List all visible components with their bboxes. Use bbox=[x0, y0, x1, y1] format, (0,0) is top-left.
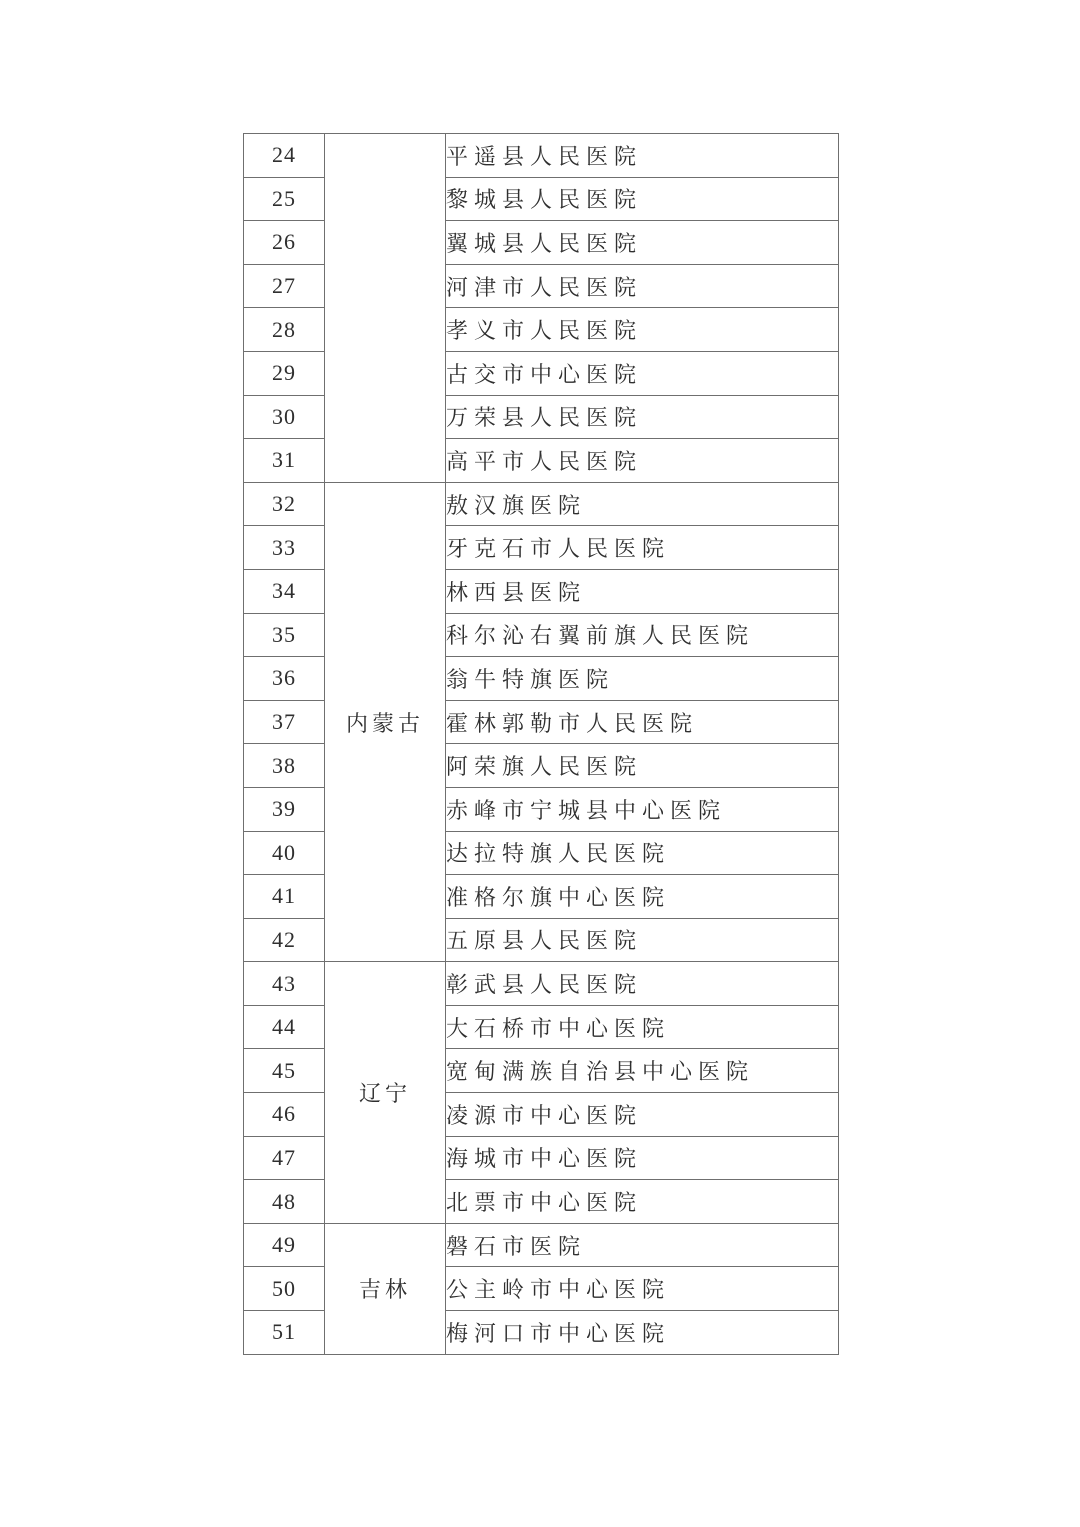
hospital-name-cell: 林西县医院 bbox=[446, 569, 839, 613]
hospital-name-cell: 五原县人民医院 bbox=[446, 918, 839, 962]
hospital-name-cell: 科尔沁右翼前旗人民医院 bbox=[446, 613, 839, 657]
row-number-cell: 44 bbox=[244, 1005, 325, 1049]
row-number-cell: 38 bbox=[244, 744, 325, 788]
province-cell: 吉林 bbox=[325, 1223, 446, 1354]
row-number-cell: 41 bbox=[244, 875, 325, 919]
row-number-cell: 32 bbox=[244, 482, 325, 526]
hospital-name-cell: 翼城县人民医院 bbox=[446, 221, 839, 265]
row-number-cell: 27 bbox=[244, 264, 325, 308]
hospital-name-cell: 公主岭市中心医院 bbox=[446, 1267, 839, 1311]
row-number-cell: 39 bbox=[244, 787, 325, 831]
hospital-name-cell: 北票市中心医院 bbox=[446, 1180, 839, 1224]
hospital-name-cell: 海城市中心医院 bbox=[446, 1136, 839, 1180]
hospital-name-cell: 高平市人民医院 bbox=[446, 439, 839, 483]
row-number-cell: 43 bbox=[244, 962, 325, 1006]
row-number-cell: 42 bbox=[244, 918, 325, 962]
hospital-table bbox=[243, 133, 839, 1355]
hospital-name-cell: 大石桥市中心医院 bbox=[446, 1005, 839, 1049]
row-number-cell: 35 bbox=[244, 613, 325, 657]
hospital-name-cell: 黎城县人民医院 bbox=[446, 177, 839, 221]
row-number-cell: 24 bbox=[244, 134, 325, 178]
hospital-name-cell: 平遥县人民医院 bbox=[446, 134, 839, 178]
hospital-name-cell: 霍林郭勒市人民医院 bbox=[446, 700, 839, 744]
row-number-cell: 50 bbox=[244, 1267, 325, 1311]
row-number-cell: 28 bbox=[244, 308, 325, 352]
hospital-name-cell: 翁牛特旗医院 bbox=[446, 657, 839, 701]
row-number-cell: 31 bbox=[244, 439, 325, 483]
hospital-name-cell: 阿荣旗人民医院 bbox=[446, 744, 839, 788]
row-number-cell: 48 bbox=[244, 1180, 325, 1224]
row-number-cell: 47 bbox=[244, 1136, 325, 1180]
province-cell bbox=[325, 134, 446, 483]
table-row bbox=[244, 962, 839, 1006]
hospital-name-cell: 孝义市人民医院 bbox=[446, 308, 839, 352]
hospital-name-cell: 河津市人民医院 bbox=[446, 264, 839, 308]
row-number-cell: 51 bbox=[244, 1311, 325, 1355]
hospital-name-cell: 赤峰市宁城县中心医院 bbox=[446, 787, 839, 831]
province-cell: 内蒙古 bbox=[325, 482, 446, 962]
province-cell: 辽宁 bbox=[325, 962, 446, 1224]
hospital-name-cell: 古交市中心医院 bbox=[446, 351, 839, 395]
row-number-cell: 45 bbox=[244, 1049, 325, 1093]
row-number-cell: 36 bbox=[244, 657, 325, 701]
hospital-name-cell: 凌源市中心医院 bbox=[446, 1093, 839, 1137]
row-number-cell: 40 bbox=[244, 831, 325, 875]
row-number-cell: 30 bbox=[244, 395, 325, 439]
hospital-name-cell: 牙克石市人民医院 bbox=[446, 526, 839, 570]
table-row bbox=[244, 134, 839, 178]
hospital-name-cell: 准格尔旗中心医院 bbox=[446, 875, 839, 919]
hospital-name-cell: 万荣县人民医院 bbox=[446, 395, 839, 439]
row-number-cell: 33 bbox=[244, 526, 325, 570]
row-number-cell: 25 bbox=[244, 177, 325, 221]
hospital-name-cell: 梅河口市中心医院 bbox=[446, 1311, 839, 1355]
hospital-table-body bbox=[244, 134, 839, 1355]
row-number-cell: 46 bbox=[244, 1093, 325, 1137]
row-number-cell: 34 bbox=[244, 569, 325, 613]
row-number-cell: 26 bbox=[244, 221, 325, 265]
row-number-cell: 49 bbox=[244, 1223, 325, 1267]
table-container bbox=[243, 133, 838, 1355]
hospital-name-cell: 达拉特旗人民医院 bbox=[446, 831, 839, 875]
table-row bbox=[244, 1223, 839, 1267]
row-number-cell: 37 bbox=[244, 700, 325, 744]
hospital-name-cell: 敖汉旗医院 bbox=[446, 482, 839, 526]
hospital-name-cell: 宽甸满族自治县中心医院 bbox=[446, 1049, 839, 1093]
table-row bbox=[244, 482, 839, 526]
row-number-cell: 29 bbox=[244, 351, 325, 395]
hospital-name-cell: 彰武县人民医院 bbox=[446, 962, 839, 1006]
hospital-name-cell: 磐石市医院 bbox=[446, 1223, 839, 1267]
